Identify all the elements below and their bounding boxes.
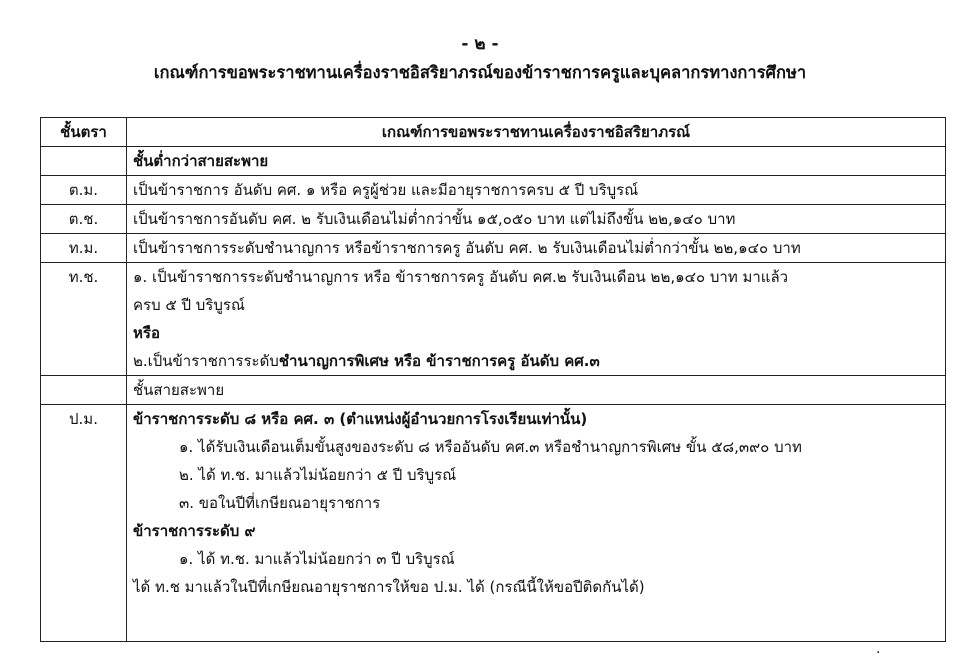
criteria-table: [40, 117, 946, 642]
criteria-cell: เป็นข้าราชการ อันดับ คศ. ๑ หรือ ครูผู้ช่วย และมีอายุราชการครบ ๕ ปี บริบูรณ์: [127, 176, 946, 205]
stray-dot-mark: ·: [876, 645, 881, 661]
criteria-item: ๑. ได้รับเงินเดือนเต็มขั้นสูงของระดับ ๘ หรืออันดับ คศ.๓ หรือชำนาญการพิเศษ ขั้น ๕๘,๓๙๐ บาท: [179, 438, 802, 456]
table-row: [41, 205, 946, 234]
header-rank: ชั้นตรา: [41, 118, 127, 147]
criteria-item: ๑. ได้ ท.ช. มาแล้วไม่น้อยกว่า ๓ ปี บริบูรณ์: [179, 550, 455, 568]
table-row-pm: [41, 405, 946, 642]
section-label: ชั้นสายสะพาย: [127, 376, 946, 405]
section-row-below-sash: [41, 147, 946, 176]
rank-cell: ท.ช.: [41, 263, 127, 376]
rank-cell: ท.ม.: [41, 234, 127, 263]
criteria-cell: เป็นข้าราชการระดับชำนาญการ หรือข้าราชการครู อันดับ คศ. ๒ รับเงินเดือนไม่ต่ำกว่าขั้น ๒๒,๑๔๐ บาท: [127, 234, 946, 263]
table-header-row: [41, 118, 946, 147]
section-row-sash: [41, 376, 946, 405]
or-label: หรือ: [133, 324, 160, 342]
criteria-item: ๒. ได้ ท.ช. มาแล้วไม่น้อยกว่า ๕ ปี บริบูรณ์: [179, 466, 457, 484]
table-row-tc: [41, 263, 946, 376]
criteria-heading: ข้าราชการระดับ ๙: [133, 522, 256, 540]
section-rank-empty: [41, 376, 127, 405]
section-rank-empty: [41, 147, 127, 176]
criteria-cell: เป็นข้าราชการอันดับ คศ. ๒ รับเงินเดือนไม่ต่ำกว่าขั้น ๑๕,๐๕๐ บาท แต่ไม่ถึงขั้น ๒๒,๑๔๐ บาท: [127, 205, 946, 234]
rank-cell: ต.ช.: [41, 205, 127, 234]
table-row: [41, 234, 946, 263]
rank-cell: ต.ม.: [41, 176, 127, 205]
criteria-line: ๑. เป็นข้าราชการระดับชำนาญการ หรือ ข้าราชการครู อันดับ คศ.๒ รับเงินเดือน ๒๒,๑๔๐ บาท มาแล้ว: [133, 268, 789, 286]
criteria-note: ได้ ท.ช มาแล้วในปีที่เกษียณอายุราชการให้ขอ ป.ม. ได้ (กรณีนี้ให้ขอปีติดกันได้): [133, 578, 645, 596]
page-number: - ๒ -: [461, 34, 499, 54]
document-title: เกณฑ์การขอพระราชทานเครื่องราชอิสริยาภรณ์ของข้าราชการครูและบุคลากรทางการศึกษา: [153, 63, 807, 82]
criteria-item: ๓. ขอในปีที่เกษียณอายุราชการ: [179, 494, 381, 512]
header-criteria: เกณฑ์การขอพระราชทานเครื่องราชอิสริยาภรณ์: [127, 118, 946, 147]
rank-cell: ป.ม.: [41, 405, 127, 642]
criteria-prefix: ๒.เป็นข้าราชการระดับ: [133, 352, 279, 370]
criteria-line: [133, 347, 939, 375]
criteria-spacer: [133, 601, 939, 641]
criteria-line: ครบ ๕ ปี บริบูรณ์: [133, 296, 245, 314]
criteria-heading: ข้าราชการระดับ ๘ หรือ คศ. ๓ (ตำแหน่งผู้อำนวยการโรงเรียนเท่านั้น): [133, 410, 588, 428]
criteria-bold-text: ชำนาญการพิเศษ หรือ ข้าราชการครู อันดับ คศ.๓: [278, 352, 600, 370]
criteria-cell: [127, 263, 946, 376]
criteria-cell: [127, 405, 946, 642]
table-row: [41, 176, 946, 205]
section-label: ชั้นต่ำกว่าสายสะพาย: [127, 147, 946, 176]
